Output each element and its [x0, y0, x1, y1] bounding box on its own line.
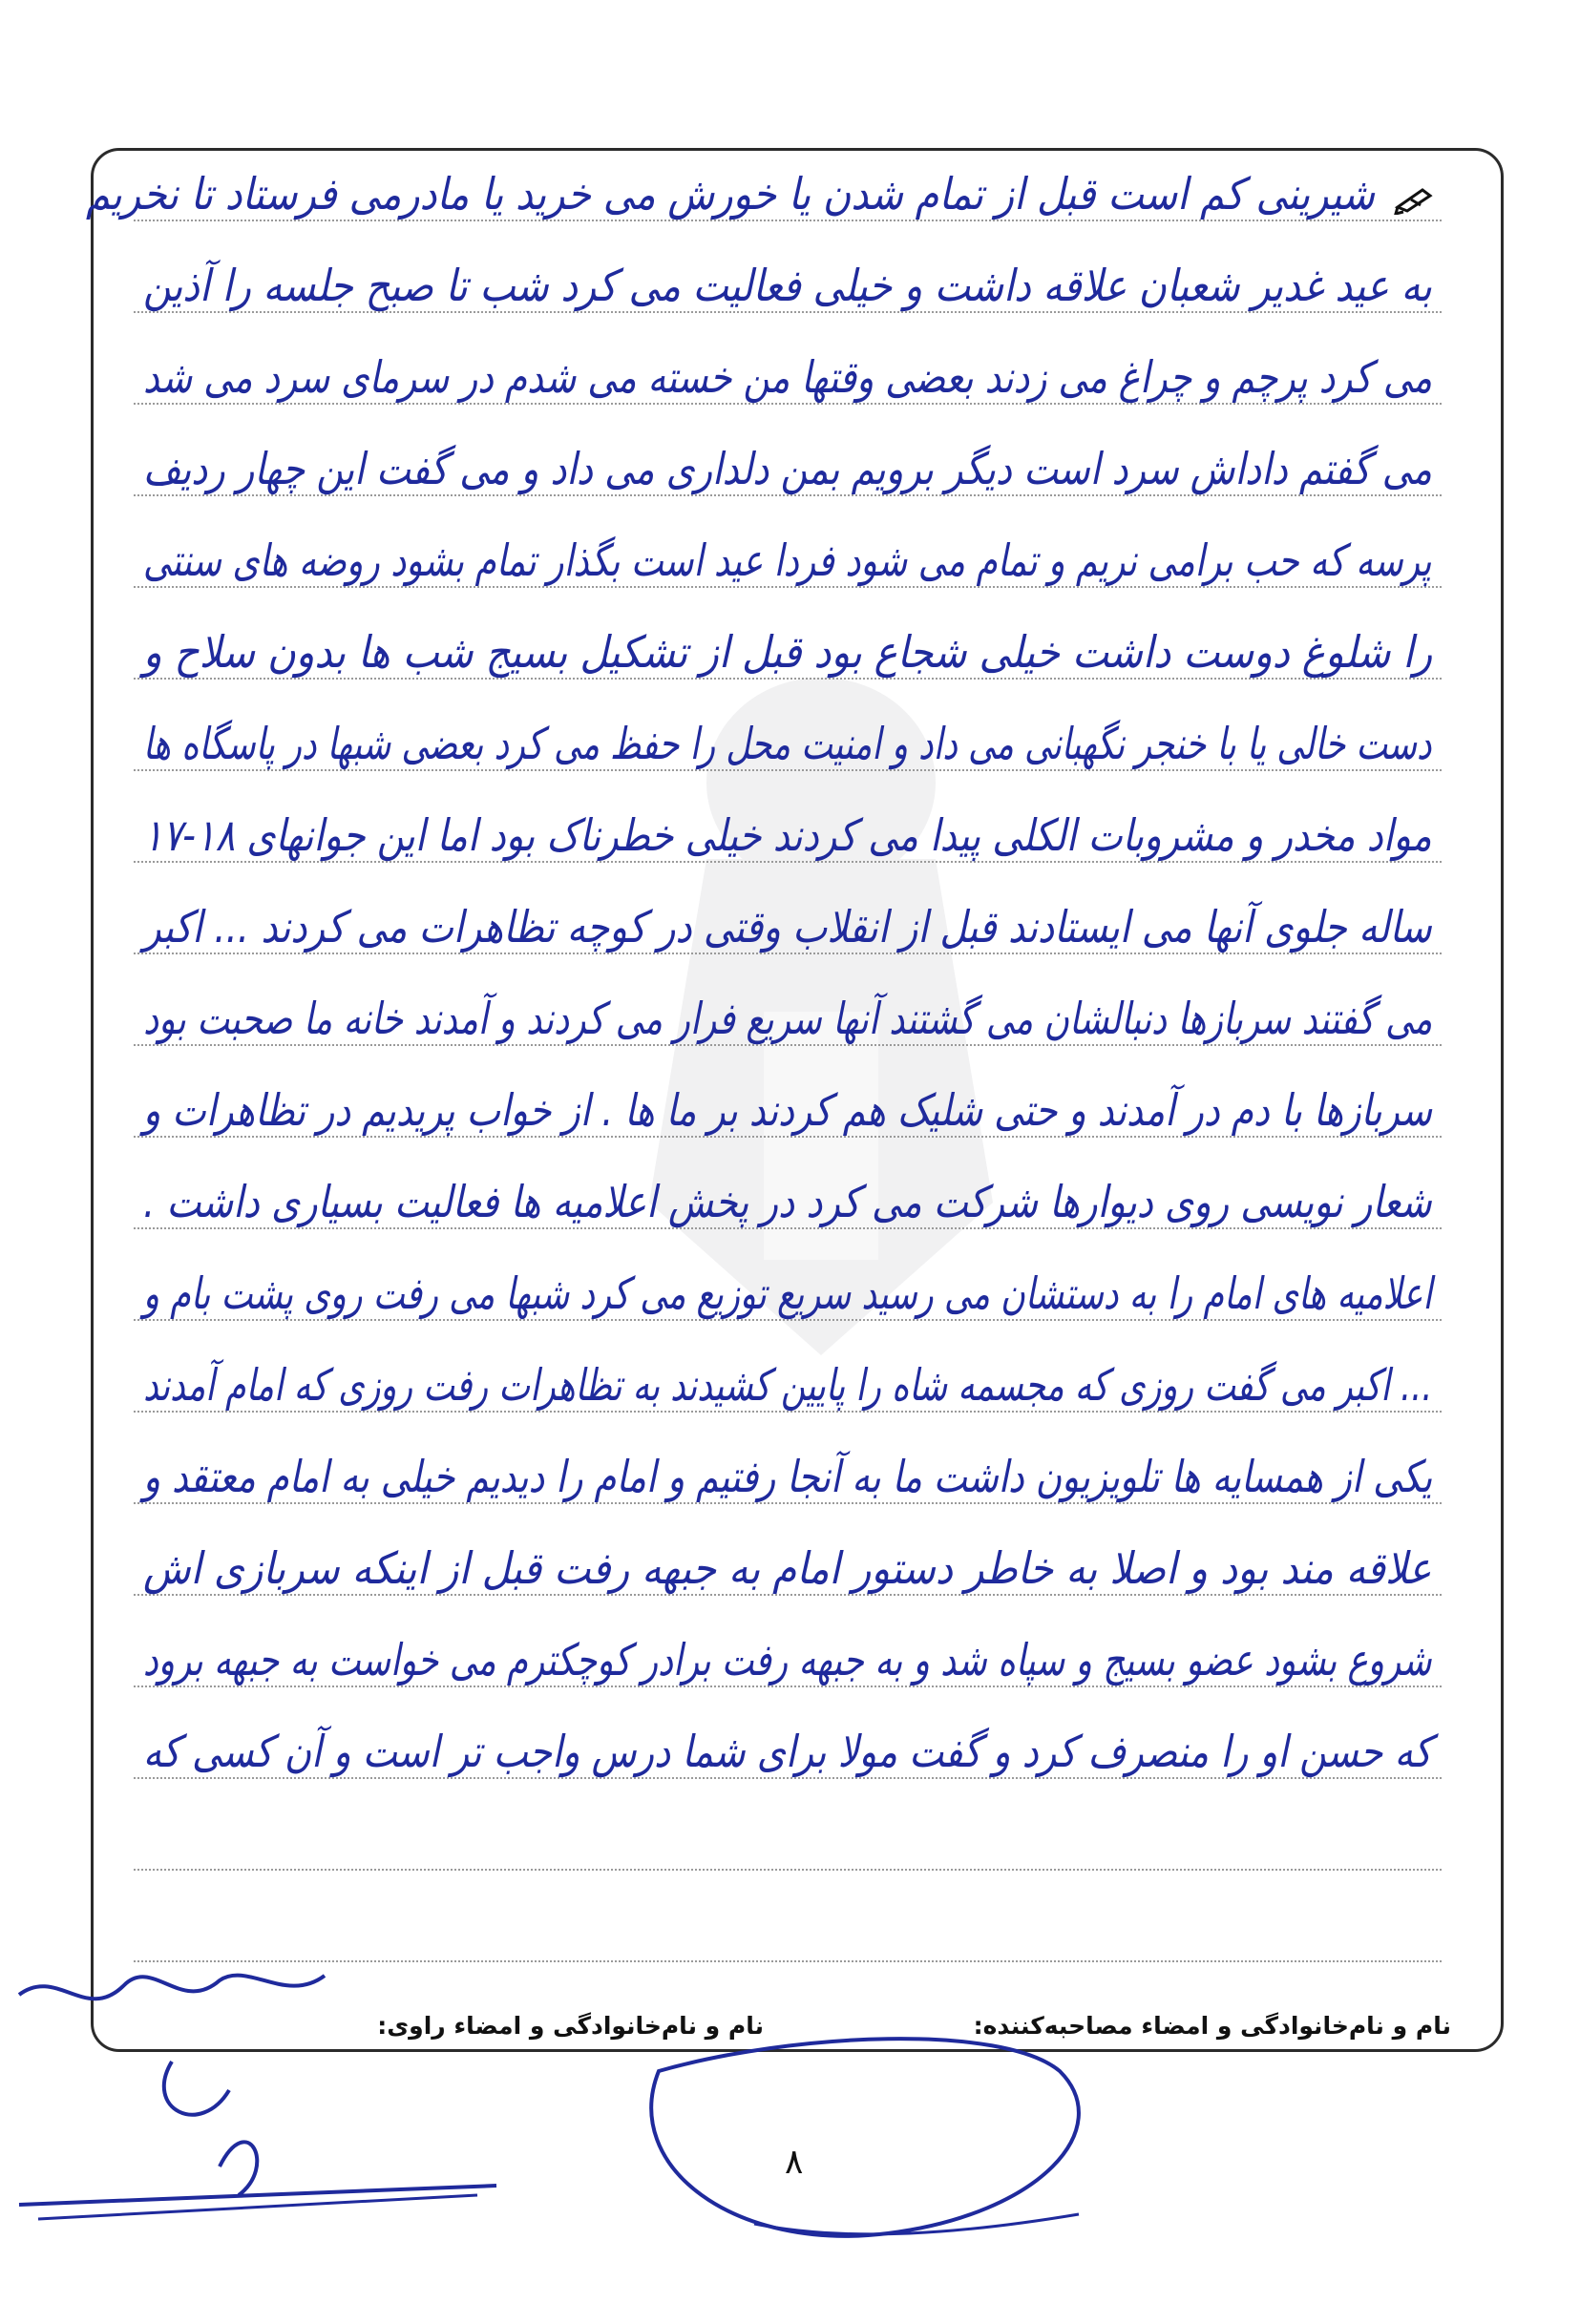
text-line	[134, 861, 1442, 954]
text-line	[134, 311, 1442, 405]
text-line	[134, 1777, 1442, 1871]
text-line	[134, 678, 1442, 771]
text-line	[134, 953, 1442, 1046]
text-line	[134, 1411, 1442, 1504]
text-line	[134, 403, 1442, 496]
text-line	[134, 1319, 1442, 1413]
handwritten-line: را شلوغ دوست داشت خیلی شجاع بود قبل از تشکیل بسیج شب ها بدون سلاح و	[142, 626, 1432, 678]
handwritten-line: سربازها با دم در آمدند و حتی شلیک هم کردند بر ما ها . از خواب پریدیم در تظاهرات و	[142, 1084, 1432, 1136]
handwritten-line: مواد مخدر و مشروبات الکلی پیدا می کردند خیلی خطرناک بود اما این جوانهای ۱۸-۱۷	[143, 809, 1432, 861]
text-line	[134, 1044, 1442, 1138]
handwritten-line: پرسه که حب برامی نریم و تمام می شود فردا عید است بگذار تمام بشود روضه های سنتی	[143, 534, 1432, 586]
text-line	[134, 586, 1442, 680]
text-line	[86, 128, 1442, 221]
page-number: ۸	[785, 2143, 804, 2182]
handwritten-line: می کرد پرچم و چراغ می زدند بعضی وقتها من خسته می شدم در سرمای سرد می شد	[142, 351, 1432, 403]
text-line	[134, 1227, 1442, 1321]
handwritten-line: که حسن او را منصرف کرد و گفت مولا برای شما درس واجب تر است و آن کسی که	[143, 1726, 1432, 1777]
handwritten-line: اعلامیه های امام را به دستشان می رسید سریع توزیع می کرد شبها می رفت روی پشت بام و	[142, 1267, 1432, 1319]
interviewer-signature-loop	[601, 2014, 1136, 2262]
handwritten-line: شروع بشود عضو بسیج و سپاه شد و به جبهه رفت برادر کوچکترم می خواست به جبهه برود	[143, 1634, 1432, 1685]
text-line	[134, 1136, 1442, 1229]
interviewer-signature-label: نام و نام‌خانوادگی و امضاء مصاحبه‌کننده:	[973, 2012, 1451, 2040]
text-line	[134, 1685, 1442, 1779]
handwritten-line: علاقه مند بود و اصلا به خاطر دستور امام به جبهه رفت قبل از اینکه سربازی اش	[143, 1542, 1432, 1594]
interviewer-signature	[0, 2052, 535, 2243]
handwritten-line: ساله جلوی آنها می ایستادند قبل از انقلاب وقتی در کوچه تظاهرات می کردند ... اکبر	[143, 901, 1432, 953]
narrator-signature-label: نام و نام‌خانوادگی و امضاء راوی:	[377, 2012, 764, 2040]
handwritten-line: ... اکبر می گفت روزی که مجسمه شاه را پایین کشیدند به تظاهرات رفت روزی که امام آمدند	[142, 1359, 1432, 1411]
handwritten-line: می گفتم داداش سرد است دیگر برویم بمن دلداری می داد و می گفت این چهار ردیف	[143, 443, 1432, 494]
handwritten-line: به عید غدیر شعبان علاقه داشت و خیلی فعالیت می کرد شب تا صبح جلسه را آذین	[143, 260, 1432, 311]
text-line	[134, 220, 1442, 313]
handwritten-line: شیرینی کم است قبل از تمام شدن یا خورش می خرید یا مادرمی فرستاد تا نخریم	[86, 168, 1375, 220]
handwritten-line: دست خالی یا با خنجر نگهبانی می داد و امنیت محل را حفظ می کرد بعضی شبها در پاسگاه ها	[143, 718, 1432, 769]
handwritten-line: می گفتند سربازها دنبالشان می گشتند آنها سریع فرار می کردند و آمدند خانه ما صحبت بود	[142, 993, 1432, 1044]
text-line	[134, 494, 1442, 588]
text-line	[134, 1502, 1442, 1596]
handwritten-line: شعار نویسی روی دیوارها شرکت می کرد در پخش اعلامیه ها فعالیت بسیاری داشت .	[143, 1176, 1432, 1227]
text-line	[134, 769, 1442, 863]
text-line	[134, 1594, 1442, 1687]
handwritten-line: یکی از همسایه ها تلویزیون داشت ما به آنجا رفتیم و امام را دیدیم خیلی به امام معتقد و	[142, 1451, 1432, 1502]
